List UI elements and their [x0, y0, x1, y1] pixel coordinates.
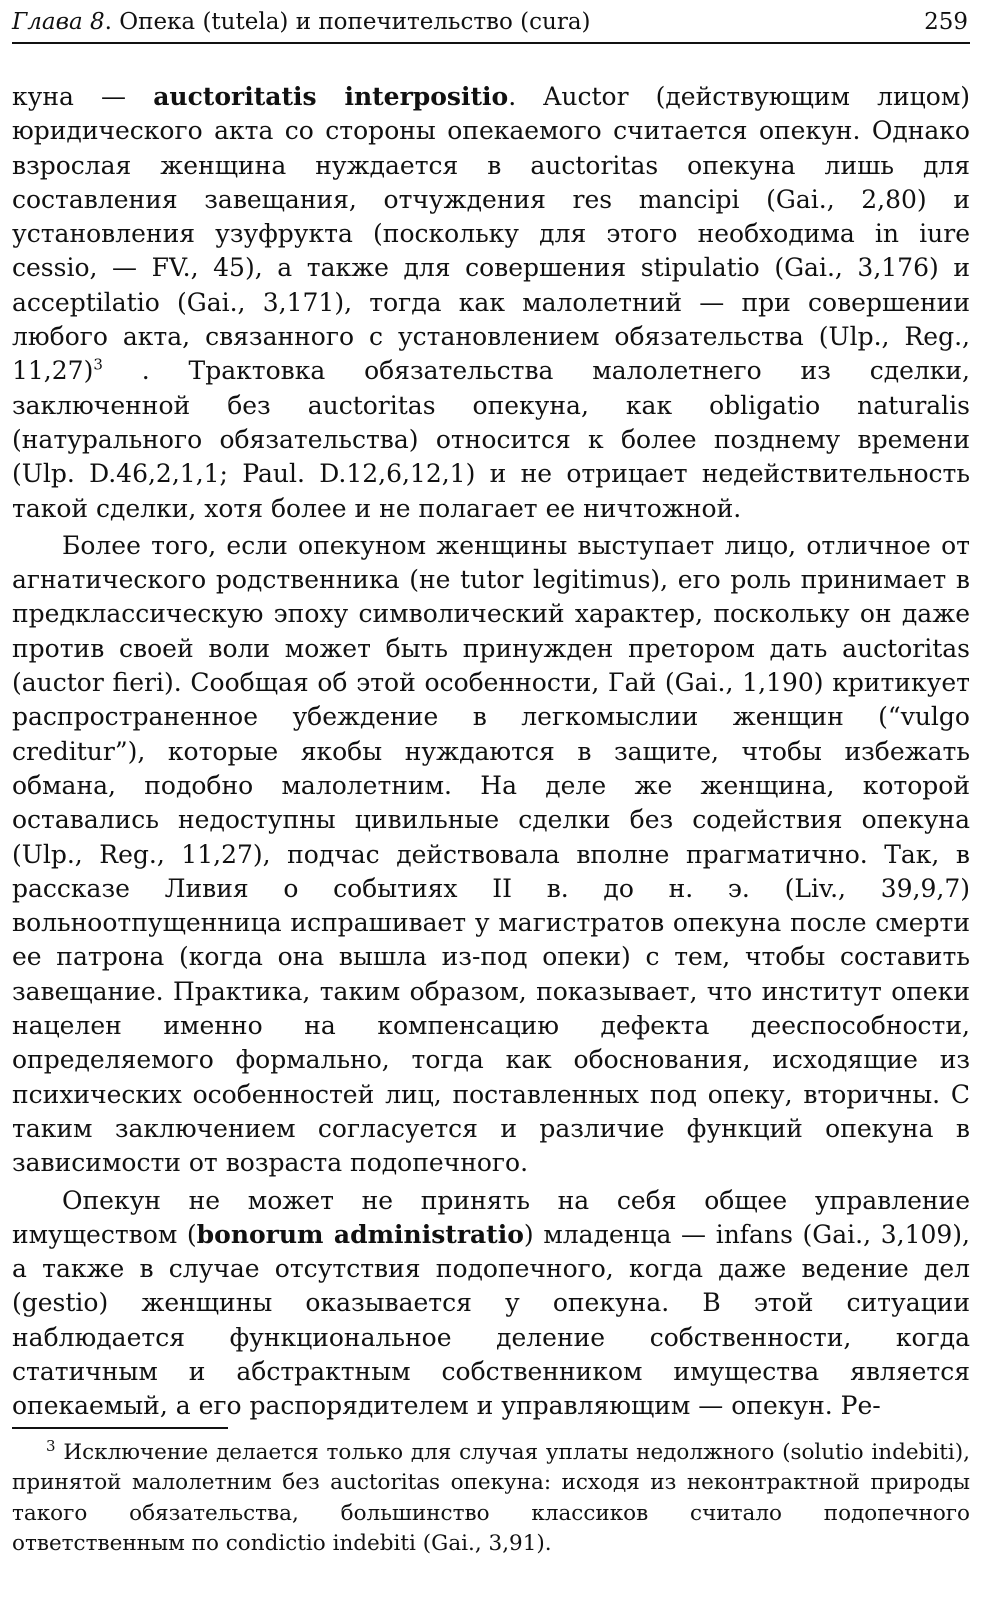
paragraph-3	[12, 1184, 970, 1424]
footnote-reference: 3	[93, 356, 103, 375]
page-number: 259	[924, 9, 968, 35]
body-text	[12, 80, 970, 1424]
footnote-text: Исключение делается только для случая уплаты недолжного (solutio indebiti), принятой малолетним без auctoritas опекуна: исходя из неконтрактной природы такого обязательства, большинство классиков считало подопечного ответственным по condictio indebiti (Gai., 3,91).	[12, 1440, 970, 1556]
paragraph-3-start: Опекун не может не принять на себя общее управление имуществом (	[12, 1185, 970, 1249]
paragraph-1-end: . Трактовка обязательства малолетнего из сделки, заключенной без auctoritas опекуна, как obligatio naturalis (натурального обязательства) относится к более позднему времени (Ulp. D.46,2,1,1; Paul. D.12,6,12,1) и не отрицает недействительность такой сделки, хотя более и не полагает ее ничтожной.	[12, 356, 970, 523]
chapter-title: . Опека (tutela) и попечительство (cura)	[104, 9, 591, 35]
footnote-marker: 3	[46, 1436, 56, 1455]
term-bonorum-administratio: bonorum administratio	[196, 1219, 524, 1249]
book-page	[12, 0, 970, 1600]
paragraph-1	[12, 80, 970, 526]
paragraph-2: Более того, если опекуном женщины выступает лицо, отличное от агнатического родственника (не tutor legitimus), его роль принимает в предклассическую эпоху символический характер, поскольку он даже против своей воли может быть принужден претором дать auctoritas (auctor fieri). Сообщая об этой особенности, Гай (Gai., 1,190) критикует распространенное убеждение в легкомыслии женщин (“vulgo creditur”), которые якобы нуждаются в защите, чтобы избежать обмана, подобно малолетним. На деле же женщина, которой оставались недоступны цивильные сделки без содействия опекуна (Ulp., Reg., 11,27), подчас действовала вполне прагматично. Так, в рассказе Ливия о событиях II в. до н. э. (Liv., 39,9,7) вольноотпущенница испрашивает у магистратов опекуна после смерти ее патрона (когда она вышла из-под опеки) с тем, чтобы составить завещание. Практика, таким образом, показывает, что институт опеки нацелен именно на компенсацию дефекта дееспособности, определяемого формально, тогда как обоснования, исходящие из психических особенностей лиц, поставленных под опеку, вторичны. С таким заключением согласуется и различие функций опекуна в зависимости от возраста подопечного.	[12, 530, 970, 1178]
term-auctoritatis-interpositio: auctoritatis interpositio	[153, 82, 509, 111]
footnote	[12, 1438, 970, 1559]
paragraph-1-text: . Auctor (действующим лицом) юридического акта со стороны опекаемого считается опекун. Однако взрослая женщина нуждается в auctoritas опекуна лишь для составления завещания, отчуждения res mancipi (Gai., 2,80) и установления узуфрукта (поскольку для этого необходима in iure cessio, — FV., 45), а также для совершения stipulatio (Gai., 3,176) и acceptilatio (Gai., 3,171), тогда как малолетний — при совершении любого акта, связанного с установлением обязательства (Ulp., Reg., 11,27)	[12, 82, 971, 386]
header-rule	[12, 42, 970, 44]
chapter-label: Глава 8	[12, 9, 105, 35]
footnote-rule	[12, 1427, 228, 1429]
paragraph-1-start: куна —	[12, 82, 154, 111]
running-header	[12, 6, 970, 38]
paragraph-3-end: ) младенца — infans (Gai., 3,109), а также в случае отсутствия подопечного, когда даже ведение дел (gestio) женщины оказывается у опекуна. В этой ситуации наблюдается функциональное деление собственности, когда статичным и абстрактным собственником имущества является опекаемый, а его распорядителем и управляющим — опекун. Ре-	[12, 1219, 970, 1421]
